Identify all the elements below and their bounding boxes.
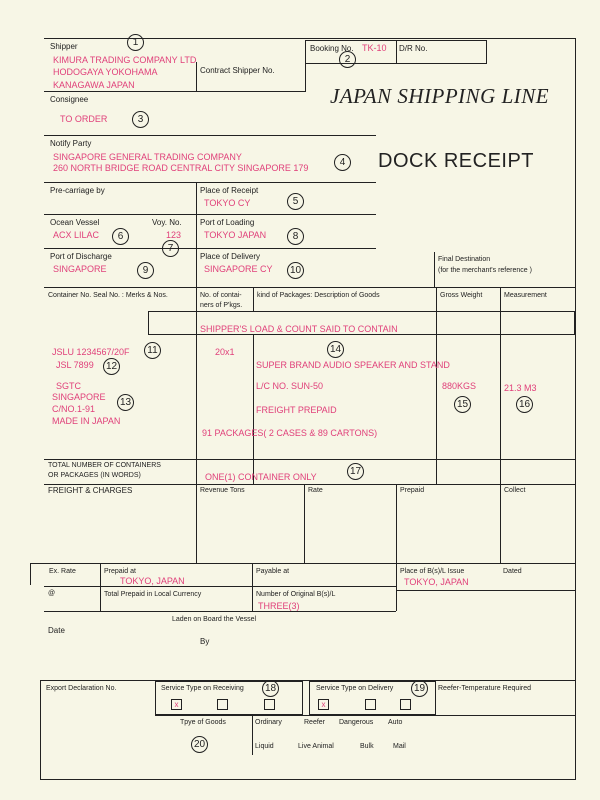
marker-11: 11 xyxy=(144,342,161,359)
consignee-label: Consignee xyxy=(50,95,89,104)
marker-13: 13 xyxy=(117,394,134,411)
no-containers-label-1: No. of contai- xyxy=(200,292,242,299)
port-loading-value: TOKYO JAPAN xyxy=(204,230,267,240)
freight-col-a xyxy=(196,484,197,563)
discharge-bottom xyxy=(44,287,576,288)
final-destination-label: Final Destination xyxy=(438,256,491,263)
freight-charges-label: FREIGHT & CHARGES xyxy=(48,486,133,495)
dated-label: Dated xyxy=(503,568,522,575)
packages-value: 91 PACKAGES( 2 CASES & 89 CARTONS) xyxy=(202,428,378,438)
total-prepaid-label: Total Prepaid in Local Currency xyxy=(104,591,202,598)
marker-4: 4 xyxy=(334,154,351,171)
marker-12: 12 xyxy=(103,358,120,375)
measurement-value: 21.3 M3 xyxy=(504,383,537,393)
marker-8: 8 xyxy=(287,228,304,245)
auto-label: Auto xyxy=(388,719,403,726)
gross-weight-value: 880KGS xyxy=(442,381,477,391)
marks-line-3: C/NO.1-91 xyxy=(52,404,96,414)
voy-no-label: Voy. No. xyxy=(152,218,182,227)
lc-no-value: L/C NO. SUN-50 xyxy=(256,381,324,391)
col-divider-c2 xyxy=(253,335,254,484)
revenue-tons-label: Revenue Tons xyxy=(200,487,245,494)
exrate-col-a xyxy=(100,563,101,611)
exrate-col-b xyxy=(252,563,253,611)
shipper-line-1: KIMURA TRADING COMPANY LTD xyxy=(53,55,197,65)
booking-label: Booking No. xyxy=(310,44,354,53)
kind-packages-label: kind of Packages: Description of Goods xyxy=(257,292,380,299)
place-delivery-label: Place of Delivery xyxy=(200,252,261,261)
port-loading-label: Port of Loading xyxy=(200,218,255,227)
voy-no-value: 123 xyxy=(166,230,182,240)
marker-14: 14 xyxy=(327,341,344,358)
freight-row-bottom xyxy=(44,563,576,564)
marker-1: 1 xyxy=(127,34,144,51)
consignee-bottom xyxy=(44,135,376,136)
outer-border-top xyxy=(44,38,576,39)
shippers-load-value: SHIPPER'S LOAD & COUNT SAID TO CONTAIN xyxy=(200,324,398,334)
reefer-left xyxy=(435,681,436,715)
marker-9: 9 xyxy=(137,262,154,279)
mail-label: Mail xyxy=(393,743,406,750)
total-row-bottom xyxy=(44,484,576,485)
booking-value: TK-10 xyxy=(362,43,387,53)
final-destination-note: (for the merchant's reference ) xyxy=(438,267,532,274)
total-words-value: ONE(1) CONTAINER ONLY xyxy=(205,472,317,482)
container-seal-label: Container No. Seal No. : Merks & Nos. xyxy=(48,292,168,299)
marks-line-4: MADE IN JAPAN xyxy=(52,416,121,426)
pre-carriage-label: Pre-carriage by xyxy=(50,186,105,195)
doc-title: DOCK RECEIPT xyxy=(378,150,535,172)
ex-rate-label: Ex. Rate xyxy=(49,568,76,575)
col-divider-final xyxy=(434,252,435,287)
bottom-section-left xyxy=(40,680,41,780)
notify-line-1: SINGAPORE GENERAL TRADING COMPANY xyxy=(53,152,242,162)
receiving-checkbox-2[interactable] xyxy=(217,699,228,710)
marker-5: 5 xyxy=(287,193,304,210)
delivery-checkbox-1[interactable]: x xyxy=(318,699,329,710)
marker-17: 17 xyxy=(347,463,364,480)
date-label: Date xyxy=(48,626,65,635)
ex-rate-lefttop xyxy=(30,563,44,564)
ex-rate-left xyxy=(30,563,31,585)
total-containers-label-2: OR PACKAGES (IN WORDS) xyxy=(48,472,141,479)
marker-20: 20 xyxy=(191,736,208,753)
marker-3: 3 xyxy=(132,111,149,128)
total-containers-label-1: TOTAL NUMBER OF CONTAINERS xyxy=(48,462,161,469)
notify-bottom xyxy=(44,182,376,183)
delivery-checkbox-3[interactable] xyxy=(400,699,411,710)
exrate-col-c xyxy=(396,563,397,611)
laden-label: Laden on Board the Vessel xyxy=(172,616,257,623)
total-row-top xyxy=(44,459,576,460)
prepaid-at-label: Prepaid at xyxy=(104,568,136,575)
port-discharge-label: Port of Discharge xyxy=(50,252,112,261)
consignee-value: TO ORDER xyxy=(60,114,108,124)
container-no-value: JSLU 1234567/20F xyxy=(52,347,130,357)
col-divider-c xyxy=(253,287,254,311)
no-containers-label-2: ners of P'kgs. xyxy=(200,302,243,309)
reefer-label: Reefer xyxy=(304,719,326,726)
notify-line-2: 260 NORTH BRIDGE ROAD CENTRAL CITY SINGAPORE 179 xyxy=(53,163,309,173)
booking-right xyxy=(305,62,306,92)
exrate-mid xyxy=(44,586,396,587)
port-discharge-value: SINGAPORE xyxy=(53,264,107,274)
place-delivery-value: SINGAPORE CY xyxy=(204,264,273,274)
collect-label: Collect xyxy=(504,487,526,494)
freight-col-collect xyxy=(500,484,501,563)
reefer-temp-label: Reefer-Temperature Required xyxy=(438,685,531,692)
shipper-label: Shipper xyxy=(50,42,78,51)
place-bl-issue-label: Place of B(s)/L Issue xyxy=(400,568,465,575)
marker-6: 6 xyxy=(112,228,129,245)
dr-no-label: D/R No. xyxy=(399,44,428,53)
export-declaration-label: Export Declaration No. xyxy=(46,685,117,692)
bottom-section-top xyxy=(40,680,576,681)
prepaid-label: Prepaid xyxy=(400,487,425,494)
outer-border-bottom xyxy=(40,779,576,780)
col-divider-a xyxy=(196,182,197,287)
shipper-divider xyxy=(196,62,197,92)
marker-2: 2 xyxy=(339,51,356,68)
exrate-mid-right xyxy=(396,590,576,591)
ordinary-label: Ordinary xyxy=(255,719,282,726)
freight-col-c xyxy=(396,484,397,563)
contract-shipper-label: Contract Shipper No. xyxy=(200,66,275,75)
bulk-label: Bulk xyxy=(360,743,374,750)
marks-line-2: SINGAPORE xyxy=(52,392,106,402)
goods-value: SUPER BRAND AUDIO SPEAKER AND STAND xyxy=(256,360,450,370)
marker-10: 10 xyxy=(287,262,304,279)
num-containers-value: 20x1 xyxy=(215,347,235,357)
payable-at-label: Payable at xyxy=(256,568,290,575)
by-label: By xyxy=(200,637,210,646)
receiving-checkbox-1[interactable]: x xyxy=(171,699,182,710)
shipper-bottom xyxy=(44,91,306,92)
liquid-label: Liquid xyxy=(255,743,274,750)
measurement-label: Measurement xyxy=(504,292,547,299)
marker-18: 18 xyxy=(262,680,279,697)
dangerous-label: Dangerous xyxy=(339,719,374,726)
ocean-vessel-label: Ocean Vessel xyxy=(50,218,100,227)
place-bl-issue-value: TOKYO, JAPAN xyxy=(404,577,469,587)
goods-type-divider xyxy=(252,715,253,755)
services-bottom xyxy=(155,715,576,716)
marker-16: 16 xyxy=(516,396,533,413)
rate-label: Rate xyxy=(308,487,323,494)
shipper-line-2: HODOGAYA YOKOHAMA xyxy=(53,67,158,77)
gross-weight-label: Gross Weight xyxy=(440,292,483,299)
type-goods-label: Tpye of Goods xyxy=(180,719,226,726)
number-original-bl-label: Number of Original B(s)/L xyxy=(256,591,336,598)
notify-label: Notify Party xyxy=(50,139,92,148)
service-delivery-label: Service Type on Delivery xyxy=(316,685,394,692)
marks-line-1: SGTC xyxy=(56,381,82,391)
seal-no-value: JSL 7899 xyxy=(56,360,94,370)
booking-divider xyxy=(396,40,397,63)
company-title: JAPAN SHIPPING LINE xyxy=(330,84,550,108)
service-receiving-label: Service Type on Receiving xyxy=(161,685,244,692)
freight-col-b xyxy=(304,484,305,563)
vessel-bottom xyxy=(44,248,376,249)
marker-15: 15 xyxy=(454,396,471,413)
place-receipt-value: TOKYO CY xyxy=(204,198,251,208)
freight-prepaid-value: FREIGHT PREPAID xyxy=(256,405,337,415)
receiving-checkbox-3[interactable] xyxy=(264,699,275,710)
precarriage-bottom xyxy=(44,214,376,215)
place-receipt-label: Place of Receipt xyxy=(200,186,259,195)
number-original-bl-value: THREE(3) xyxy=(258,601,300,611)
outer-border-right xyxy=(575,38,576,780)
at-sign-label: @ xyxy=(48,590,56,597)
marker-19: 19 xyxy=(411,680,428,697)
shipper-line-3: KANAGAWA JAPAN xyxy=(53,80,135,90)
ocean-vessel-value: ACX LILAC xyxy=(53,230,100,240)
prepaid-at-value: TOKYO, JAPAN xyxy=(120,576,185,586)
exrate-bottom xyxy=(44,611,396,612)
live-animal-label: Live Animal xyxy=(298,743,334,750)
delivery-checkbox-2[interactable] xyxy=(365,699,376,710)
